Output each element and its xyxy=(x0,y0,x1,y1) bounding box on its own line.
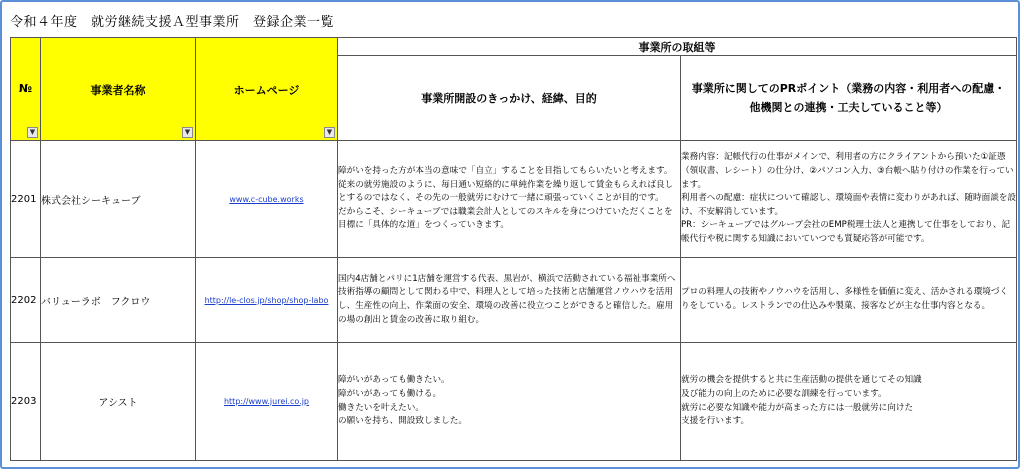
header-group: 事業所の取組等 xyxy=(338,38,1017,56)
row-homepage xyxy=(196,258,338,343)
header-name[interactable]: 事業者名称 ▼ xyxy=(41,38,196,141)
row-pr: 業務内容：記帳代行の仕事がメインで、利用者の方にクライアントから預いた①証憑（領収書、レシート）の仕分け、②パソコン入力、③台帳へ貼り付けの作業を行っています。 利用者への配慮：症状について確認し、環境面や表情に変わりがあれば、随時面談を設け、不安解消しています。 PR：シーキューブではグループ会社のEMP税理士法人と連携して仕事をしており、記帳代行や税に関する知識においていつでも質疑応答が可能です。 xyxy=(681,141,1017,258)
row-motive: 障がいを持った方が本当の意味で「自立」することを目指してもらいたいと考えます。従来の就労施設のように、毎日通い短絡的に単純作業を繰り返して賃金もらえれば良しとするのではなく、その先の一般就労にむけて一緒に頑張っていくことが目的です。 だからこそ、シーキューブでは職業会計人としてのスキルを身につけていただくことを目標に「具体的な道」をつくっていきます。 xyxy=(338,141,681,258)
row-motive: 障がいがあっても働きたい。 障がいがあっても働ける。 働きたいを叶えたい。 の願いを持ち、開設致しました。 xyxy=(338,343,681,461)
row-no: 2202 xyxy=(11,258,41,343)
row-no: 2203 xyxy=(11,343,41,461)
dropdown-arrow-icon[interactable]: ▼ xyxy=(324,127,335,138)
header-homepage[interactable]: ホームページ ▼ xyxy=(196,38,338,141)
row-no: 2201 xyxy=(11,141,41,258)
row-pr: 就労の機会を提供すると共に生産活動の提供を通じてその知識 及び能力の向上のために必要な訓練を行っています。 就労に必要な知識や能力が高まった方には一般就労に向けた 支援を行います。 xyxy=(681,343,1017,461)
company-table xyxy=(10,37,1017,461)
homepage-link[interactable]: http://le-clos.jp/shop/shop-labo xyxy=(204,295,329,305)
table-row xyxy=(11,258,1017,343)
table-row xyxy=(11,141,1017,258)
homepage-link[interactable]: www.c-cube.works xyxy=(229,194,304,204)
row-name: バリューラボ フクロウ xyxy=(41,258,196,343)
dropdown-arrow-icon[interactable]: ▼ xyxy=(27,127,38,138)
header-pr: 事業所に関してのPRポイント（業務の内容・利用者への配慮・他機関との連携・工夫していること等） xyxy=(681,56,1017,141)
row-name: 株式会社シーキューブ xyxy=(41,141,196,258)
row-homepage xyxy=(196,343,338,461)
row-name: アシスト xyxy=(41,343,196,461)
row-homepage xyxy=(196,141,338,258)
table-row xyxy=(11,343,1017,461)
row-pr: プロの料理人の技術やノウハウを活用し、多様性を価値に変え、活かされる環境づくりをしている。レストランでの仕込みや製菓、接客などが主な仕事内容となる。 xyxy=(681,258,1017,343)
header-motive: 事業所開設のきっかけ、経緯、目的 xyxy=(338,56,681,141)
page-title: 令和４年度 就労継続支援Ａ型事業所 登録企業一覧 xyxy=(10,15,335,30)
header-no[interactable]: № ▼ xyxy=(11,38,41,141)
homepage-link[interactable]: http://www.jurei.co.jp xyxy=(223,397,310,406)
row-motive: 国内4店舗とパリに1店舗を運営する代表、黒岩が、横浜で活動されている福祉事業所へ技術指導の顧問として関わる中で、料理人として培った技術と店舗運営ノウハウを活用し、生産性の向上、作業面の安全、環境の改善に役立つことができると確信した。雇用の場の創出と賃金の改善に取り組む。 xyxy=(338,258,681,343)
dropdown-arrow-icon[interactable]: ▼ xyxy=(182,127,193,138)
